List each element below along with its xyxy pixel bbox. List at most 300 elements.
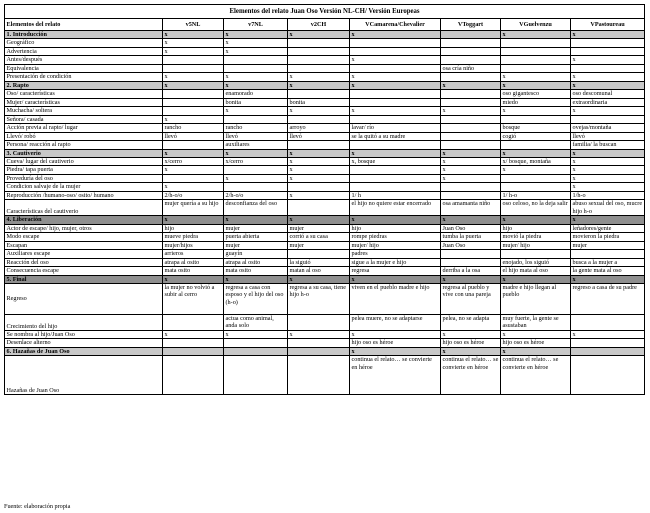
table-title: Elementos del relato Juan Oso Versión NL-CH/ Versión Europeas: [5, 5, 645, 19]
table-cell: x: [224, 330, 288, 339]
table-cell: [441, 191, 501, 200]
table-cell: [350, 47, 441, 56]
table-cell: x: [571, 107, 645, 116]
table-cell: oso gigantesco: [501, 90, 571, 99]
table-cell: x: [571, 56, 645, 65]
row-label-cell: Actor de escape/ hijo, mujer, otros: [5, 224, 163, 233]
table-cell: [501, 115, 571, 124]
table-cell: bosque: [501, 124, 571, 133]
table-row: [5, 339, 645, 348]
table-row: [5, 174, 645, 183]
table-cell: mujer: [224, 241, 288, 250]
table-cell: x: [163, 216, 224, 224]
table-cell: x: [350, 216, 441, 224]
comparison-table: [4, 4, 645, 395]
table-cell: mata osito: [224, 267, 288, 276]
table-cell: enamorado: [224, 90, 288, 99]
row-label-cell: 3. Cautiverio: [5, 149, 163, 157]
table-cell: x: [350, 81, 441, 89]
row-label-cell: Hazañas de Juan Oso: [5, 356, 163, 395]
table-cell: llevó: [288, 132, 350, 141]
table-cell: [501, 56, 571, 65]
table-cell: [163, 90, 224, 99]
row-label-cell: Piedra/ tapa puerta: [5, 166, 163, 175]
table-cell: x: [350, 149, 441, 157]
table-row: [5, 98, 645, 107]
table-cell: x: [501, 275, 571, 283]
row-label-cell: Persona/ reacción al rapto: [5, 141, 163, 150]
table-cell: hijo oso es héroe: [501, 339, 571, 348]
table-cell: oso celoso, no la deja salir: [501, 200, 571, 216]
table-row: [5, 90, 645, 99]
table-cell: x: [288, 149, 350, 157]
table-cell: [288, 200, 350, 216]
table-cell: corrió a su casa: [288, 233, 350, 242]
table-cell: x: [163, 275, 224, 283]
table-cell: x: [501, 330, 571, 339]
table-row: [5, 64, 645, 73]
row-label-cell: 2. Rapto: [5, 81, 163, 89]
table-cell: mujer: [571, 241, 645, 250]
table-cell: movieron la piedra: [571, 233, 645, 242]
table-cell: mujer/ hijo: [350, 241, 441, 250]
row-label-cell: Modo escape: [5, 233, 163, 242]
table-cell: x: [163, 81, 224, 89]
table-cell: [224, 347, 288, 355]
table-cell: [441, 132, 501, 141]
row-label-cell: Antes/después: [5, 56, 163, 65]
table-cell: extraordinaria: [571, 98, 645, 107]
row-label-cell: Crecimiento del hijo: [5, 314, 163, 330]
table-cell: x: [350, 73, 441, 82]
table-cell: x: [350, 347, 441, 355]
table-cell: [224, 356, 288, 395]
table-cell: [288, 314, 350, 330]
table-cell: x, bosque: [350, 157, 441, 166]
table-cell: x: [571, 174, 645, 183]
table-row: [5, 224, 645, 233]
table-caption: Fuente: elaboración propia: [4, 503, 71, 510]
row-label-cell: Presentación de condición: [5, 73, 163, 82]
table-cell: x: [163, 39, 224, 48]
table-cell: hijo oso es héroe: [441, 339, 501, 348]
row-label-cell: Características del cautiverio: [5, 200, 163, 216]
table-cell: x/cerro: [224, 157, 288, 166]
table-cell: x: [163, 330, 224, 339]
table-cell: desconfianza del oso: [224, 200, 288, 216]
table-cell: el hijo no quiere estar encerrado: [350, 200, 441, 216]
row-label-cell: Geográfico: [5, 39, 163, 48]
table-cell: [571, 115, 645, 124]
table-cell: bonita: [288, 98, 350, 107]
table-cell: [288, 56, 350, 65]
table-cell: [288, 250, 350, 259]
table-cell: arroyo: [288, 124, 350, 133]
table-cell: derriba a la osa: [441, 267, 501, 276]
table-row: [5, 283, 645, 314]
table-cell: la gente mata al oso: [571, 267, 645, 276]
table-cell: madre e hijo llegan al pueblo: [501, 283, 571, 314]
table-cell: x: [571, 216, 645, 224]
table-cell: x: [224, 216, 288, 224]
table-cell: hijo oso es héroe: [350, 339, 441, 348]
table-cell: Juan Oso: [441, 224, 501, 233]
table-cell: llevó: [571, 132, 645, 141]
table-cell: mata osito: [163, 267, 224, 276]
table-cell: pelea, no se adapta: [441, 314, 501, 330]
header-cell: v2CH: [288, 19, 350, 31]
table-cell: x: [501, 149, 571, 157]
table-cell: [441, 73, 501, 82]
table-cell: [571, 314, 645, 330]
table-cell: x: [571, 183, 645, 192]
table-row: [5, 314, 645, 330]
table-row: [5, 330, 645, 339]
table-cell: [441, 250, 501, 259]
table-cell: cogió: [501, 132, 571, 141]
table-row: [5, 157, 645, 166]
table-cell: x: [571, 166, 645, 175]
table-cell: x/cerro: [163, 157, 224, 166]
table-cell: [163, 314, 224, 330]
table-cell: [224, 339, 288, 348]
table-row: [5, 115, 645, 124]
table-cell: regresa al pueblo y vive con una pareja: [441, 283, 501, 314]
table-row: [5, 47, 645, 56]
table-cell: [163, 339, 224, 348]
table-cell: [224, 56, 288, 65]
table-cell: [571, 47, 645, 56]
table-cell: x: [571, 275, 645, 283]
table-cell: leñadores/gente: [571, 224, 645, 233]
table-cell: x: [350, 107, 441, 116]
row-label-cell: Oso/ características: [5, 90, 163, 99]
table-cell: x: [288, 107, 350, 116]
table-cell: continua el relato… se convierte en héroe: [350, 356, 441, 395]
table-cell: [501, 64, 571, 73]
section-row: [5, 216, 645, 224]
table-cell: [571, 339, 645, 348]
table-cell: [350, 141, 441, 150]
table-cell: x: [163, 183, 224, 192]
header-cell: VToggart: [441, 19, 501, 31]
table-cell: [224, 166, 288, 175]
table-cell: llevó: [163, 132, 224, 141]
header-cell: VPastoureau: [571, 19, 645, 31]
table-row: [5, 356, 645, 395]
table-cell: [163, 56, 224, 65]
table-cell: [350, 166, 441, 175]
table-cell: rancho: [224, 124, 288, 133]
table-cell: sigue a la mujer e hijo: [350, 258, 441, 267]
table-row: [5, 250, 645, 259]
row-label-cell: Regreso: [5, 283, 163, 314]
table-cell: [288, 90, 350, 99]
table-cell: rompe piedras: [350, 233, 441, 242]
header-cell: v5NL: [163, 19, 224, 31]
table-cell: mujer: [288, 224, 350, 233]
row-label-cell: Se nombra al hijo/Juan Oso: [5, 330, 163, 339]
table-row: [5, 241, 645, 250]
row-label-cell: Señora/ casada: [5, 115, 163, 124]
row-label-cell: Acción previa al rapto/ lugar: [5, 124, 163, 133]
table-cell: x: [350, 31, 441, 39]
table-cell: [501, 47, 571, 56]
table-cell: [224, 115, 288, 124]
table-cell: regresa: [350, 267, 441, 276]
table-cell: la siguió: [288, 258, 350, 267]
table-cell: [501, 250, 571, 259]
table-cell: [288, 115, 350, 124]
table-cell: [441, 183, 501, 192]
table-cell: atrapa al osito: [163, 258, 224, 267]
row-label-cell: Condicion salvaje de la mujer: [5, 183, 163, 192]
table-cell: mujer: [224, 224, 288, 233]
table-cell: [571, 64, 645, 73]
table-cell: pelea muere, no se adaptarse: [350, 314, 441, 330]
row-label-cell: Auxiliares escape: [5, 250, 163, 259]
table-cell: [441, 31, 501, 39]
table-cell: x: [224, 107, 288, 116]
table-cell: [441, 47, 501, 56]
table-cell: [441, 56, 501, 65]
table-cell: x: [441, 330, 501, 339]
table-cell: 1/ h-o: [501, 191, 571, 200]
table-cell: x: [288, 31, 350, 39]
table-cell: hijo: [350, 224, 441, 233]
table-cell: x: [350, 330, 441, 339]
table-cell: [224, 183, 288, 192]
table-cell: [350, 90, 441, 99]
row-label-cell: Advertencia: [5, 47, 163, 56]
row-label-cell: 6. Hazañas de Juan Oso: [5, 347, 163, 355]
table-cell: [441, 39, 501, 48]
table-cell: x: [224, 47, 288, 56]
row-label-cell: Consecuencia escape: [5, 267, 163, 276]
table-row: [5, 39, 645, 48]
section-row: [5, 347, 645, 355]
table-cell: [163, 174, 224, 183]
table-cell: [571, 250, 645, 259]
table-cell: 1/ h: [350, 191, 441, 200]
table-cell: regresa a su casa, tiene hijo h-o: [288, 283, 350, 314]
table-cell: x: [501, 31, 571, 39]
table-cell: [350, 98, 441, 107]
table-cell: x: [163, 47, 224, 56]
table-cell: x: [288, 275, 350, 283]
table-cell: x: [288, 174, 350, 183]
table-cell: x: [441, 216, 501, 224]
table-cell: x: [163, 73, 224, 82]
table-row: [5, 191, 645, 200]
table-cell: [163, 141, 224, 150]
row-label-cell: Proveduría del oso: [5, 174, 163, 183]
table-row: [5, 107, 645, 116]
table-cell: [441, 141, 501, 150]
row-label-cell: 5. Final: [5, 275, 163, 283]
table-cell: x: [501, 347, 571, 355]
table-cell: x: [224, 73, 288, 82]
table-cell: mujer/ hijo: [501, 241, 571, 250]
table-cell: [501, 174, 571, 183]
table-cell: [571, 356, 645, 395]
row-label-cell: Llevó/ robó: [5, 132, 163, 141]
table-cell: x: [571, 31, 645, 39]
table-cell: puerta abierta: [224, 233, 288, 242]
table-cell: familia/ la buscan: [571, 141, 645, 150]
table-cell: hijo: [501, 224, 571, 233]
header-cell: VGuelvenzu: [501, 19, 571, 31]
table-cell: [441, 124, 501, 133]
table-cell: [441, 115, 501, 124]
section-row: [5, 275, 645, 283]
table-header-row: [5, 19, 645, 31]
table-cell: x: [288, 216, 350, 224]
row-label-cell: Reproducción /humano-oso/ osito/ humano: [5, 191, 163, 200]
table-cell: tumba la puerta: [441, 233, 501, 242]
comparison-table-container: [4, 4, 644, 395]
table-cell: [288, 339, 350, 348]
table-cell: x: [224, 149, 288, 157]
table-row: [5, 124, 645, 133]
table-title-row: [5, 5, 645, 19]
table-cell: [441, 98, 501, 107]
table-cell: x: [441, 149, 501, 157]
table-cell: [501, 141, 571, 150]
table-cell: el hijo mata al oso: [501, 267, 571, 276]
table-cell: x: [441, 81, 501, 89]
table-cell: [441, 90, 501, 99]
table-cell: [350, 115, 441, 124]
table-row: [5, 166, 645, 175]
table-cell: x: [163, 31, 224, 39]
table-cell: [288, 39, 350, 48]
table-cell: [163, 98, 224, 107]
table-cell: movió la piedra: [501, 233, 571, 242]
table-row: [5, 267, 645, 276]
table-cell: mueve piedra: [163, 233, 224, 242]
table-cell: x: [288, 191, 350, 200]
table-cell: x: [501, 216, 571, 224]
table-row: [5, 56, 645, 65]
table-cell: [224, 64, 288, 73]
table-cell: x: [441, 174, 501, 183]
table-cell: atrapa al osito: [224, 258, 288, 267]
row-label-cell: Desenlace alterno: [5, 339, 163, 348]
table-cell: x/ bosque, montaña: [501, 157, 571, 166]
table-cell: [501, 183, 571, 192]
row-label-cell: Muchacha/ soltera: [5, 107, 163, 116]
table-cell: x: [441, 347, 501, 355]
table-cell: [163, 347, 224, 355]
table-cell: x: [441, 157, 501, 166]
table-row: [5, 132, 645, 141]
section-row: [5, 149, 645, 157]
table-cell: x: [441, 275, 501, 283]
table-cell: x: [571, 73, 645, 82]
table-cell: osa cría niño: [441, 64, 501, 73]
table-cell: 2/h-o/o: [224, 191, 288, 200]
table-cell: x: [163, 166, 224, 175]
table-cell: [350, 183, 441, 192]
table-cell: ovejas/montaña: [571, 124, 645, 133]
row-label-cell: Equivalencia: [5, 64, 163, 73]
table-cell: [441, 258, 501, 267]
table-row: [5, 200, 645, 216]
header-cell: Elementos del relato: [5, 19, 163, 31]
table-cell: padres: [350, 250, 441, 259]
table-cell: rancho: [163, 124, 224, 133]
section-row: [5, 81, 645, 89]
table-cell: mujer: [288, 241, 350, 250]
table-cell: [350, 174, 441, 183]
table-cell: regresa a casa con esposo y el hijo del oso (h-o): [224, 283, 288, 314]
table-cell: x: [350, 56, 441, 65]
table-cell: x: [441, 166, 501, 175]
table-cell: x: [571, 330, 645, 339]
table-cell: x: [224, 275, 288, 283]
table-cell: osa amamanta niño: [441, 200, 501, 216]
row-label-cell: 1. Introducción: [5, 31, 163, 39]
table-row: [5, 73, 645, 82]
table-cell: x: [571, 157, 645, 166]
table-cell: regreso a casa de su padre: [571, 283, 645, 314]
header-cell: VCamarena/Chevalier: [350, 19, 441, 31]
table-cell: x: [288, 81, 350, 89]
table-cell: mujer/hijos: [163, 241, 224, 250]
table-cell: x: [571, 149, 645, 157]
table-cell: continua el relato… se convierte en héroe: [501, 356, 571, 395]
table-cell: x: [501, 107, 571, 116]
table-cell: x: [224, 39, 288, 48]
table-cell: x: [163, 149, 224, 157]
row-label-cell: Reacción del oso: [5, 258, 163, 267]
table-cell: x: [288, 330, 350, 339]
table-cell: se la quitó a su madre: [350, 132, 441, 141]
table-cell: x: [441, 107, 501, 116]
table-cell: actua como animal, anda solo: [224, 314, 288, 330]
table-cell: x: [288, 166, 350, 175]
table-cell: arrieros: [163, 250, 224, 259]
table-cell: [288, 47, 350, 56]
section-row: [5, 31, 645, 39]
table-cell: Juan Oso: [441, 241, 501, 250]
table-cell: [571, 347, 645, 355]
table-cell: x: [288, 157, 350, 166]
table-cell: muy fuerte, la gente se asustaban: [501, 314, 571, 330]
table-row: [5, 258, 645, 267]
table-cell: busca a la mujer a: [571, 258, 645, 267]
table-row: [5, 183, 645, 192]
table-cell: miedo: [501, 98, 571, 107]
row-label-cell: Mujer/ características: [5, 98, 163, 107]
table-cell: x: [501, 73, 571, 82]
table-cell: [163, 107, 224, 116]
table-cell: [350, 39, 441, 48]
table-cell: matan al oso: [288, 267, 350, 276]
table-cell: oso descomunal: [571, 90, 645, 99]
table-cell: x: [350, 275, 441, 283]
table-cell: 1/h-o: [571, 191, 645, 200]
table-cell: mujer quería a su hijo: [163, 200, 224, 216]
table-cell: [163, 64, 224, 73]
table-cell: [288, 356, 350, 395]
table-cell: [288, 183, 350, 192]
table-cell: la mujer no volvió a subir al cerro: [163, 283, 224, 314]
table-cell: hijo: [163, 224, 224, 233]
table-cell: x: [224, 174, 288, 183]
table-cell: [501, 39, 571, 48]
